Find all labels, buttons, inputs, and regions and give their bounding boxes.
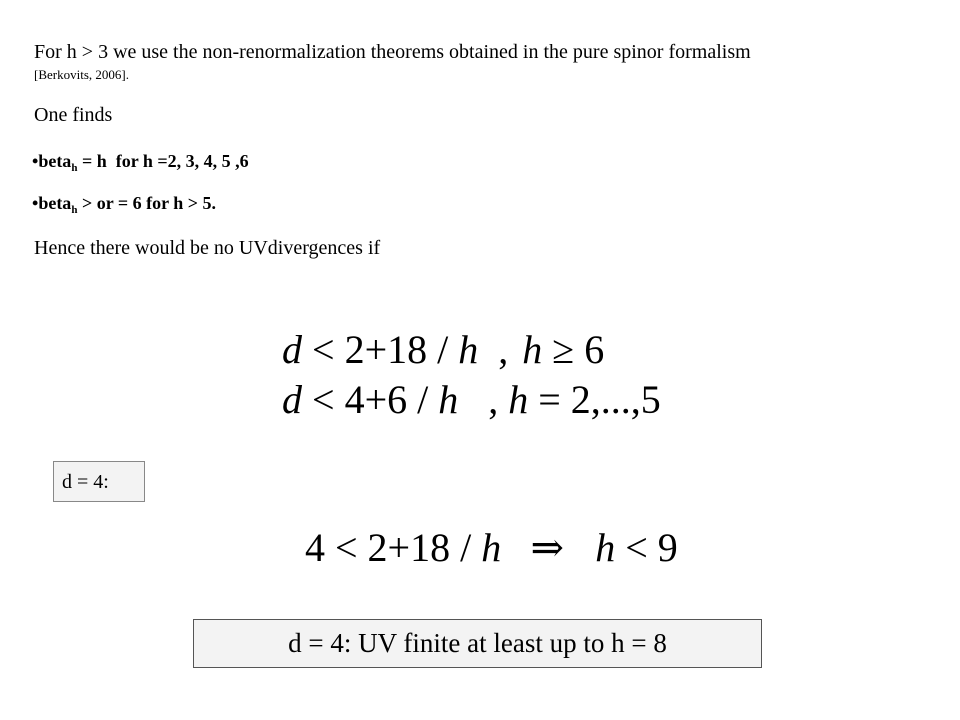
eq-lhs: 4 < 2+18 / [305, 525, 482, 570]
eq-relation: < [302, 377, 345, 422]
intro-text: For h > 3 we use the non-renormalization theorems obtained in the pure spinor formalism [34, 41, 751, 63]
bullet-beta-equals-h [32, 151, 249, 174]
eq-result-var: h [595, 525, 616, 570]
eq-var-h: h [458, 327, 479, 372]
beta-label: beta [38, 151, 72, 171]
d-equals-4-label: d = 4: [53, 461, 145, 502]
eq-condition: ≥ 6 [542, 327, 605, 372]
bullet-text: = h for h =2, 3, 4, 5 ,6 [77, 151, 249, 171]
eq-rhs: 2+18 / [344, 327, 459, 372]
beta-subscript: h [71, 204, 78, 216]
eq-cond-var: h [522, 327, 543, 372]
hence-text: Hence there would be no UVdivergences if [34, 237, 381, 259]
eq-relation: < [302, 327, 345, 372]
equation-h-2-to-5 [282, 377, 661, 422]
bullet-marker: • [32, 193, 39, 213]
eq-result: < 9 [615, 525, 678, 570]
eq-rhs: 4+6 / [344, 377, 439, 422]
equation-implies-h-lt-9 [305, 525, 678, 570]
implies-icon: ⇒ [530, 525, 564, 570]
eq-cond-var: h [508, 377, 529, 422]
bullet-marker: • [32, 151, 39, 171]
beta-subscript: h [71, 162, 78, 174]
beta-label: beta [38, 193, 72, 213]
eq-comma: , [488, 377, 499, 422]
one-finds-text: One finds [34, 104, 113, 126]
conclusion-box: d = 4: UV finite at least up to h = 8 [193, 619, 762, 668]
bullet-text: > or = 6 for h > 5. [77, 193, 217, 213]
eq-var-h: h [438, 377, 459, 422]
eq-comma: , [498, 327, 509, 372]
eq-condition: = 2,...,5 [528, 377, 661, 422]
citation: [Berkovits, 2006]. [34, 67, 129, 82]
eq-var-d: d [282, 377, 302, 422]
equation-h-ge-6 [282, 327, 605, 372]
eq-var-h: h [481, 525, 502, 570]
bullet-beta-ge-6 [32, 193, 216, 216]
eq-var-d: d [282, 327, 302, 372]
